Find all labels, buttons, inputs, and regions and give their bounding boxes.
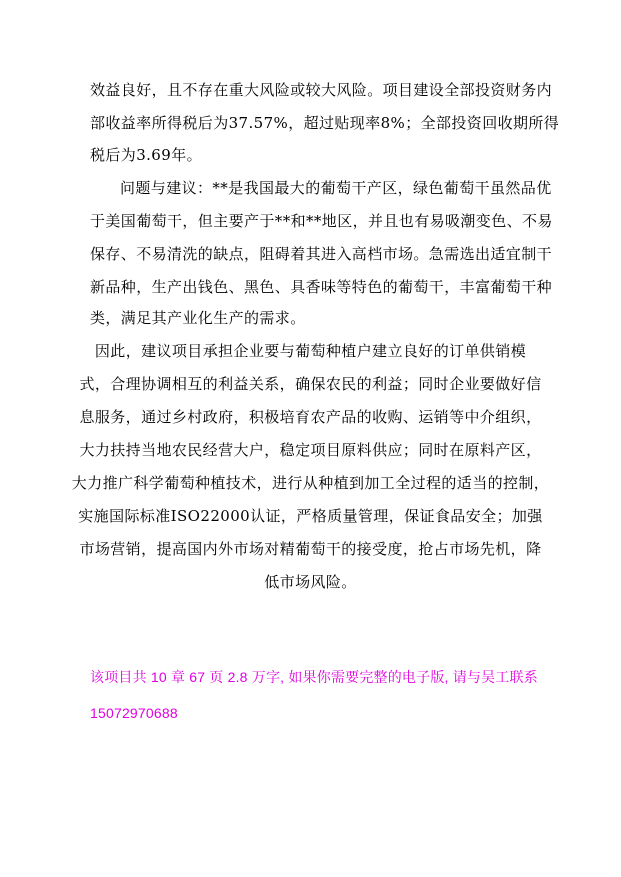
- paragraph-1-line-1: 效益良好，且不存在重大风险或较大风险。项目建设全部投资财务内: [90, 81, 553, 99]
- paragraph-3-line-4: 大力扶持当地农民经营大户，稳定项目原料供应；同时在原料产区，: [79, 441, 542, 459]
- paragraph-2-line-4: 新品种，生产出钱色、黑色、具香味等特色的葡萄干，丰富葡萄干种: [90, 278, 553, 296]
- paragraph-3-line-3: 息服务，通过乡村政府，积极培育农产品的收购、运销等中介组织，: [79, 408, 542, 426]
- paragraph-2-line-1: 问题与建议：**是我国最大的葡萄干产区，绿色葡萄干虽然品优: [120, 179, 552, 197]
- paragraph-3-line-8: 低市场风险。: [264, 573, 357, 591]
- paragraph-3-line-6: 实施国际标准ISO22000认证，严格质量管理，保证食品安全；加强: [78, 507, 543, 525]
- paragraph-2-line-5: 类，满足其产业化生产的需求。: [90, 309, 306, 327]
- paragraph-3-line-5: 大力推广科学葡萄种植技术，进行从种植到加工全过程的适当的控制，: [71, 474, 550, 492]
- contact-note: 该项目共 10 章 67 页 2.8 万字, 如果你需要完整的电子版, 请与吴工联系: [90, 669, 538, 685]
- paragraph-3-line-2: 式，合理协调相互的利益关系，确保农民的利益；同时企业要做好信: [79, 375, 542, 393]
- paragraph-3-line-7: 市场营销，提高国内外市场对精葡萄干的接受度，抢占市场先机，降: [79, 540, 542, 558]
- paragraph-1-line-3: 税后为3.69年。: [90, 146, 202, 164]
- paragraph-3-line-1: 因此，建议项目承担企业要与葡萄种植户建立良好的订单供销模: [94, 342, 527, 360]
- contact-phone: 15072970688: [90, 705, 178, 721]
- paragraph-2-line-3: 保存、不易清洗的缺点，阻碍着其进入高档市场。急需选出适宜制干: [90, 245, 553, 263]
- paragraph-1-line-2: 部收益率所得税后为37.57%，超过贴现率8%；全部投资回收期所得: [90, 114, 560, 132]
- paragraph-2-line-2: 于美国葡萄干，但主要产于**和**地区，并且也有易吸潮变色、不易: [90, 212, 553, 230]
